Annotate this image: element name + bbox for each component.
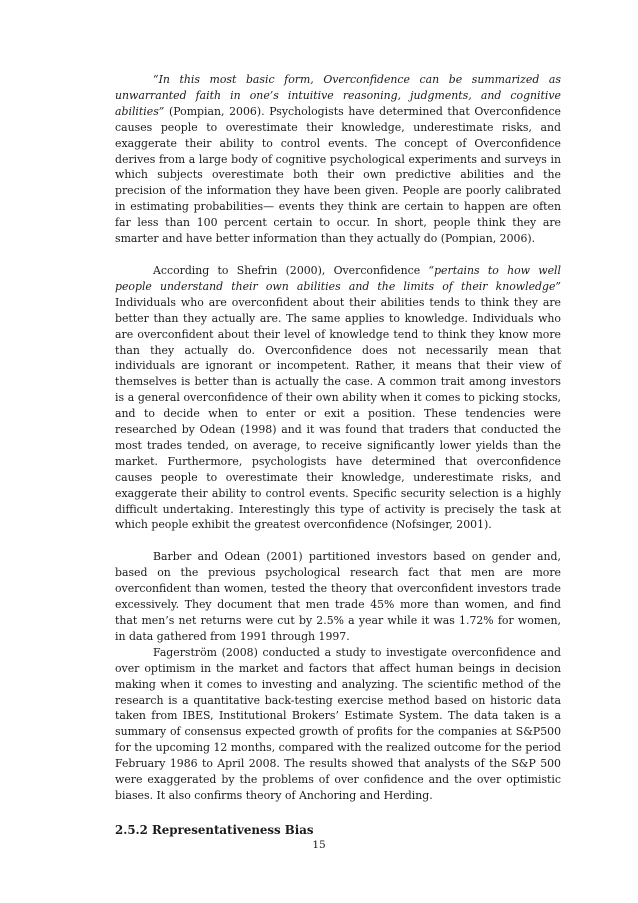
paragraph-text: (Pompian, 2006). Psychologists have determined that Overconfidence causes people to overestimate their knowledge, underestimate risks, and exaggerate their ability to control events. The concept of Overconfidence derives from a large body of cognitive psychological experiments and surveys in which subjects overestimate both their own predictive abilities and the precision of the information they have been given. People are poorly calibrated in estimating probabilities— events they think are certain to happen are often far less than 100 percent certain to occur. In short, people think they are smarter and have better information than they actually do (Pompian, 2006). bbox=[115, 104, 561, 246]
quote-pompian: “In this most basic form, Overconfidence can be summarized as unwarranted faith in one’s intuitive reasoning, judgments, and cognitive abilities” bbox=[115, 73, 561, 118]
paragraph-overconfidence-definition bbox=[115, 72, 561, 247]
page-number: 15 bbox=[312, 839, 326, 851]
paragraph-text: Individuals who are overconfident about their abilities tends to think they are better than they actually are. The same applies to knowledge. Individuals who are overconfident about their level of knowledge tend to think they know more than they actually do. Overconfidence does not necessarily mean that individuals are ignorant or incompetent. Rather, it means that their view of themselves is better than is actually the case. A common trait among investors is a general overconfidence of their own ability when it comes to picking stocks, and to decide when to enter or exit a position. These tendencies were researched by Odean (1998) and it was found that traders that conducted the most trades tended, on average, to receive significantly lower yields than the market. Furthermore, psychologists have determined that overconfidence causes people to overestimate their knowledge, underestimate risks, and exaggerate their ability to control events. Specific security selection is a highly difficult undertaking. Interestingly this type of activity is precisely the task at which people exhibit the greatest overconfidence (Nofsinger, 2001). bbox=[115, 295, 561, 532]
quote-shefrin: “pertains to how well people understand their own abilities and the limits of their knowledge” bbox=[115, 263, 561, 293]
section-heading: 2.5.2 Representativeness Bias bbox=[115, 822, 314, 837]
paragraph-shefrin bbox=[115, 263, 561, 533]
paragraph-barber-odean bbox=[115, 549, 561, 644]
page-content bbox=[115, 72, 561, 838]
paragraph-text: Barber and Odean (2001) partitioned investors based on gender and, based on the previous psychological research fact that men are more overconfident than women, tested the theory that overconfident investors trade excessively. They document that men trade 45% more than women, and find that men’s net returns were cut by 2.5% a year while it was 1.72% for women, in data gathered from 1991 through 1997. bbox=[115, 550, 561, 643]
paragraph-text: Fagerström (2008) conducted a study to investigate overconfidence and over optimism in the market and factors that affect human beings in decision making when it comes to investing and analyzing. The scientific method of the research is a quantitative back-testing exercise method based on historic data taken from IBES, Institutional Brokers’ Estimate System. The data taken is a summary of consensus expected growth of profits for the companies at S&P500 for the upcoming 12 months, compared with the realized outcome for the period February 1986 to April 2008. The results showed that analysts of the S&P 500 were exaggerated by the problems of over confidence and the over optimistic biases. It also confirms theory of Anchoring and Herding. bbox=[115, 645, 561, 802]
paragraph-fagerstrom bbox=[115, 645, 561, 804]
paragraph-text: According to Shefrin (2000), Overconfidence bbox=[153, 263, 429, 277]
